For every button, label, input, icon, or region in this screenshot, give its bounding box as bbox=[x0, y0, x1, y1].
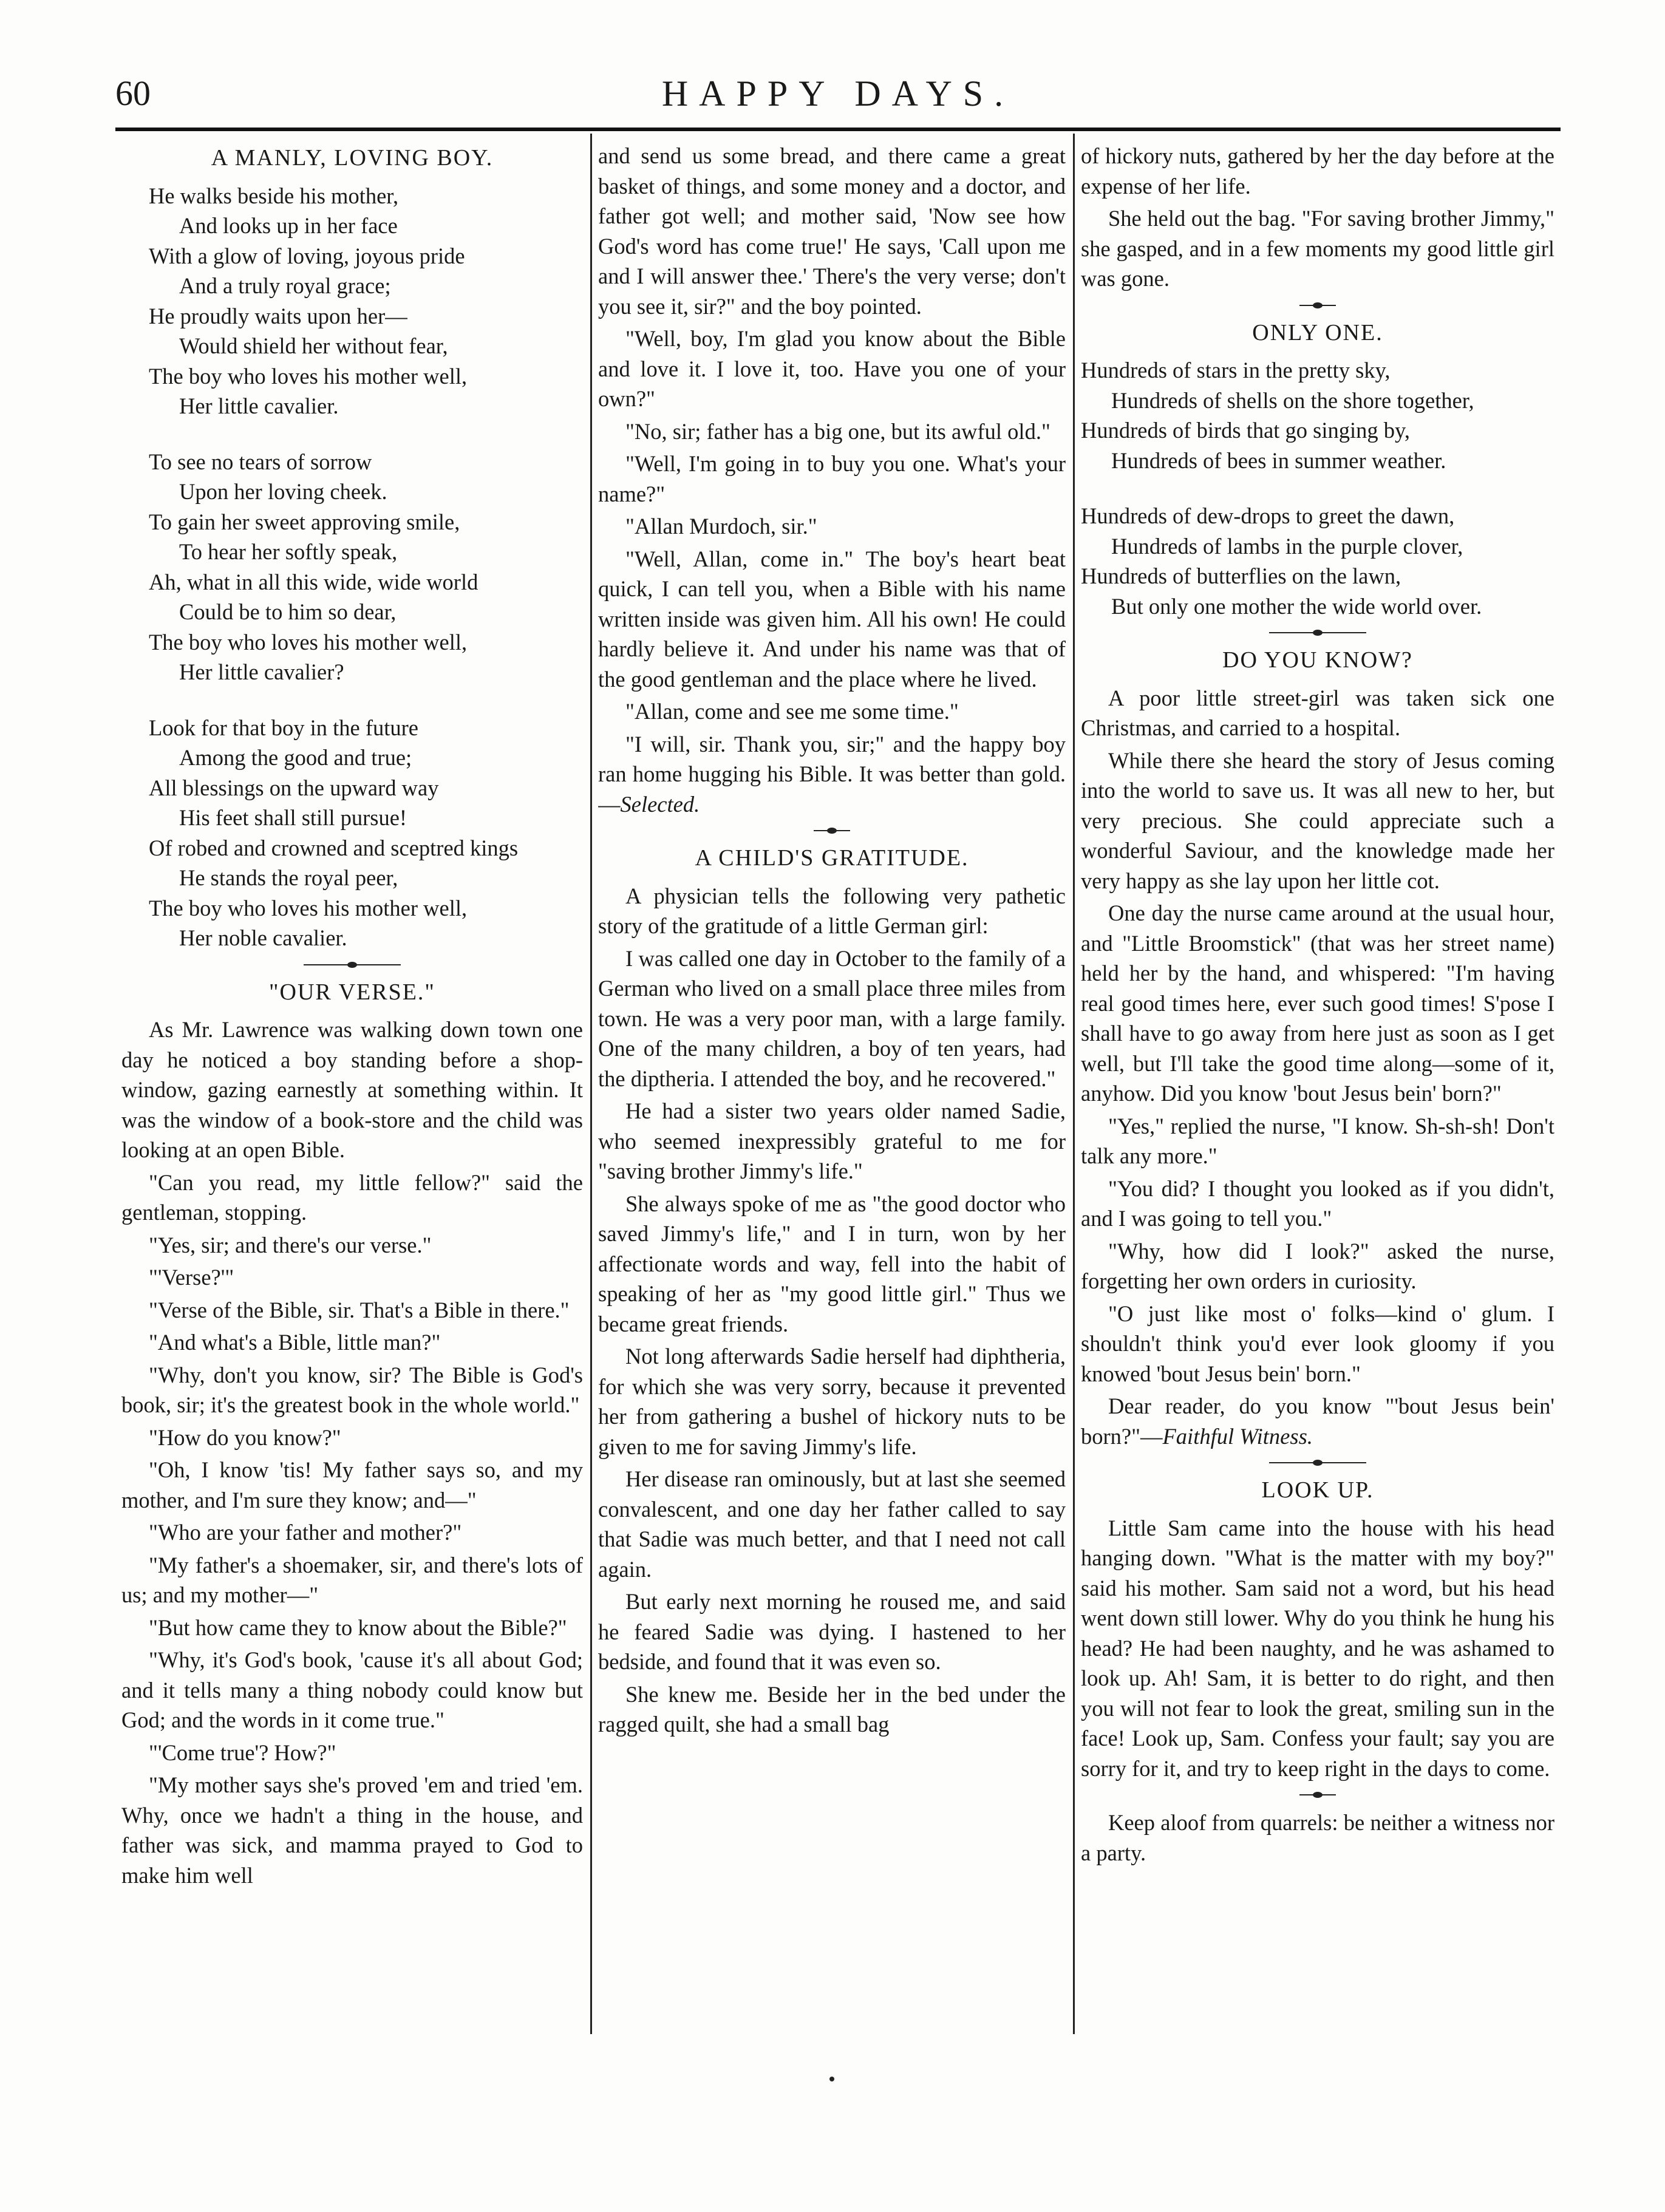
section-separator bbox=[304, 964, 401, 965]
poem-line: Hundreds of shells on the shore together, bbox=[1111, 387, 1474, 413]
poem-line: He proudly waits upon her— bbox=[149, 303, 407, 328]
paragraph: "My mother says she's proved 'em and tried 'em. Why, once we hadn't a thing in the house, and father was sick, and mamma prayed to God to make him well bbox=[121, 1772, 583, 1888]
poem-line: His feet shall still pursue! bbox=[179, 805, 407, 830]
poem-line: Hundreds of lambs in the purple clover, bbox=[1111, 533, 1463, 559]
section-separator bbox=[1269, 632, 1366, 633]
section-separator bbox=[814, 830, 850, 831]
poem-line: Look for that boy in the future bbox=[149, 715, 418, 740]
paragraph: "My father's a shoemaker, sir, and there's lots of us; and my mother—" bbox=[121, 1552, 583, 1607]
section-separator bbox=[1299, 1794, 1336, 1795]
paragraph: "You did? I thought you looked as if you didn't, and I was going to tell you." bbox=[1081, 1176, 1554, 1231]
column-3 bbox=[1081, 141, 1554, 2023]
poem-line: He walks beside his mother, bbox=[149, 183, 399, 208]
paragraph: "Why, how did I look?" asked the nurse, forgetting her own orders in curiosity. bbox=[1081, 1238, 1554, 1293]
paragraph: "Why, it's God's book, 'cause it's all about God; and it tells many a thing nobody could know but God; and the words in it come true." bbox=[121, 1647, 583, 1732]
poem-line: Hundreds of bees in summer weather. bbox=[1111, 448, 1446, 473]
footer-mark bbox=[829, 2077, 834, 2081]
paragraph: "Why, don't you know, sir? The Bible is God's book, sir; it's the greatest book in the whole world." bbox=[121, 1362, 583, 1417]
poem-line: The boy who loves his mother well, bbox=[149, 363, 468, 389]
poem-line: Hundreds of stars in the pretty sky, bbox=[1081, 358, 1391, 383]
paragraph: "Allan, come and see me some time." bbox=[625, 699, 959, 724]
paragraph: Not long afterwards Sadie herself had diphtheria, for which she was very sorry, because it prevented her from gathering a bushel of hickory nuts to be given to me for saving Jimmy's life. bbox=[598, 1344, 1066, 1459]
paragraph: While there she heard the story of Jesus coming into the world to save us. It was all new to her, but very precious. She could appreciate such a wonderful Saviour, and the knowledge made her very happy as she lay upon her little cot. bbox=[1081, 747, 1554, 893]
paragraph: "How do you know?" bbox=[149, 1424, 341, 1450]
paragraph: "Well, boy, I'm glad you know about the Bible and love it. I love it, too. Have you one of your own?" bbox=[598, 326, 1066, 411]
paragraph: "But how came they to know about the Bible?" bbox=[149, 1615, 567, 1640]
header-rule bbox=[115, 128, 1561, 131]
paragraph-text: Dear reader, do you know "'bout Jesus bein' born?"— bbox=[1081, 1394, 1554, 1449]
story-title: "OUR VERSE." bbox=[269, 979, 435, 1005]
column-2 bbox=[598, 141, 1066, 2023]
paragraph: "Yes," replied the nurse, "I know. Sh-sh-sh! Don't talk any more." bbox=[1081, 1113, 1554, 1168]
poem-line: Could be to him so dear, bbox=[179, 599, 397, 624]
poem-line: To see no tears of sorrow bbox=[149, 449, 372, 474]
paragraph: "No, sir; father has a big one, but its awful old." bbox=[625, 418, 1050, 444]
section-separator bbox=[1299, 305, 1336, 306]
poem-line: Her little cavalier. bbox=[179, 393, 339, 418]
poem-line: And a truly royal grace; bbox=[179, 273, 391, 298]
poem-line: He stands the royal peer, bbox=[179, 865, 398, 890]
story-title: LOOK UP. bbox=[1261, 1477, 1374, 1503]
poem-stanza bbox=[121, 447, 583, 687]
paragraph: "'Verse?'" bbox=[149, 1265, 234, 1290]
poem-stanza bbox=[121, 181, 583, 421]
paragraph: Little Sam came into the house with his head hanging down. "What is the matter with my boy?" said his mother. Sam said not a word, but his head went down still lower. Why do you think he hung his head? He had been naughty, and he was ashamed to look up. Ah! Sam, it is better to do right, and then you will not fear to look the great, smiling sun in the face! Look up, Sam. Confess your fault; say you are sorry for it, and try to keep right in the days to come. bbox=[1081, 1515, 1554, 1781]
poem-line: Would shield her without fear, bbox=[179, 333, 448, 358]
paragraph: "Well, Allan, come in." The boy's heart beat quick, I can tell you, when a Bible with his name written inside was given him. All his own! He could hardly believe it. And under his name was that of the good gentleman and the place where he lived. bbox=[598, 546, 1066, 692]
paragraph bbox=[1081, 1391, 1554, 1451]
paragraph: "Verse of the Bible, sir. That's a Bible in there." bbox=[149, 1297, 570, 1322]
poem-title: ONLY ONE. bbox=[1252, 319, 1383, 345]
poem-line: Of robed and crowned and sceptred kings bbox=[149, 835, 519, 860]
closing-maxim: Keep aloof from quarrels: be neither a witness nor a party. bbox=[1081, 1810, 1554, 1865]
paragraph: "Can you read, my little fellow?" said the gentleman, stopping. bbox=[121, 1169, 583, 1225]
paragraph: of hickory nuts, gathered by her the day before at the expense of her life. bbox=[1081, 143, 1554, 199]
paragraph: "O just like most o' folks—kind o' glum. I shouldn't think you'd ever look gloomy if you knowed 'bout Jesus bein' born." bbox=[1081, 1301, 1554, 1386]
poem-line: Among the good and true; bbox=[179, 745, 412, 770]
poem-line: To gain her sweet approving smile, bbox=[149, 509, 460, 534]
paragraph: and send us some bread, and there came a great basket of things, and some money and a doctor, and father got well; and mother said, 'Now see how God's word has come true!' He says, 'Call upon me and I will answer thee.' There's the very verse; don't you see it, sir?" and the boy pointed. bbox=[598, 143, 1066, 319]
poem-line: Ah, what in all this wide, wide world bbox=[149, 569, 478, 594]
poem-line: Hundreds of birds that go singing by, bbox=[1081, 418, 1411, 443]
poem-line: Her noble cavalier. bbox=[179, 925, 347, 950]
paragraph: She knew me. Beside her in the bed under the ragged quilt, she had a small bag bbox=[598, 1681, 1066, 1737]
masthead: HAPPY DAYS. bbox=[661, 73, 1015, 114]
poem-title: A MANLY, LOVING BOY. bbox=[211, 145, 494, 171]
paragraph bbox=[598, 729, 1066, 820]
paragraph: She always spoke of me as "the good doctor who saved Jimmy's life," and I in turn, won by her affectionate words and way, fell into the habit of speaking of her as "my good little girl." Thus we became great friends. bbox=[598, 1191, 1066, 1336]
paragraph: But early next morning he roused me, and said he feared Sadie was dying. I hastened to her bedside, and found that it was even so. bbox=[598, 1589, 1066, 1674]
paragraph: "Who are your father and mother?" bbox=[149, 1520, 462, 1545]
source-credit: Selected. bbox=[620, 791, 700, 817]
paragraph: "Allan Murdoch, sir." bbox=[625, 514, 817, 539]
poem-line: The boy who loves his mother well, bbox=[149, 629, 468, 655]
poem-stanza bbox=[1081, 355, 1554, 475]
poem-line: Hundreds of dew-drops to greet the dawn, bbox=[1081, 503, 1455, 528]
paragraph: As Mr. Lawrence was walking down town one day he noticed a boy standing before a shop-window, gazing earnestly at something within. It was the window of a book-store and the child was looking at an open Bible. bbox=[121, 1017, 583, 1162]
paragraph: "Oh, I know 'tis! My father says so, and my mother, and I'm sure they know; and—" bbox=[121, 1457, 583, 1513]
column-divider bbox=[590, 134, 592, 2034]
paragraph: He had a sister two years older named Sadie, who seemed inexpressibly grateful to me for "saving brother Jimmy's life." bbox=[598, 1098, 1066, 1183]
paragraph: Her disease ran ominously, but at last she seemed convalescent, and one day her father called to say that Sadie was much better, and that I need not call again. bbox=[598, 1466, 1066, 1582]
story-title: DO YOU KNOW? bbox=[1222, 647, 1413, 673]
paragraph: A poor little street-girl was taken sick one Christmas, and carried to a hospital. bbox=[1081, 685, 1554, 740]
paragraph: "Yes, sir; and there's our verse." bbox=[149, 1232, 432, 1257]
paragraph: "And what's a Bible, little man?" bbox=[149, 1330, 441, 1355]
poem-line: But only one mother the wide world over. bbox=[1111, 593, 1482, 619]
paragraph: I was called one day in October to the family of a German who lived on a small place three miles from town. He was a very poor man, with a large family. One of the many children, a boy of ten years, had the diptheria. I attended the boy, and he recovered." bbox=[598, 945, 1066, 1091]
paragraph: A physician tells the following very pathetic story of the gratitude of a little German girl: bbox=[598, 883, 1066, 938]
page-number: 60 bbox=[115, 73, 151, 113]
story-title: A CHILD'S GRATITUDE. bbox=[695, 845, 969, 871]
poem-line: Her little cavalier? bbox=[179, 659, 344, 684]
poem-line: With a glow of loving, joyous pride bbox=[149, 243, 465, 268]
section-separator bbox=[1269, 1462, 1366, 1463]
poem-line: To hear her softly speak, bbox=[179, 539, 398, 564]
poem-line: All blessings on the upward way bbox=[149, 775, 439, 800]
paragraph: She held out the bag. "For saving brother Jimmy," she gasped, and in a few moments my good little girl was gone. bbox=[1081, 206, 1554, 291]
poem-line: Upon her loving cheek. bbox=[179, 479, 387, 504]
poem-line: Hundreds of butterflies on the lawn, bbox=[1081, 563, 1401, 588]
paragraph: One day the nurse came around at the usual hour, and "Little Broomstick" (that was her street name) held her by the hand, and whispered: "I'm having real good times here, ever such good times! S'pose I shall have to go away from here just as soon as I get well, but I'll take the good time along—some of it, anyhow. Did you know 'bout Jesus bein' born?" bbox=[1081, 900, 1554, 1106]
paragraph: "Well, I'm going in to buy you one. What's your name?" bbox=[598, 451, 1066, 506]
column-1 bbox=[121, 141, 583, 2023]
column-divider bbox=[1073, 134, 1075, 2034]
source-credit: Faithful Witness. bbox=[1162, 1423, 1313, 1449]
page-header bbox=[115, 73, 1561, 128]
paragraph-text: "I will, sir. Thank you, sir;" and the happy boy ran home hugging his Bible. It was better than gold.— bbox=[598, 731, 1066, 817]
poem-stanza bbox=[1081, 501, 1554, 621]
poem-line: The boy who loves his mother well, bbox=[149, 895, 468, 921]
poem-line: And looks up in her face bbox=[179, 213, 398, 238]
poem-stanza bbox=[121, 713, 583, 953]
paragraph: "'Come true'? How?" bbox=[149, 1740, 336, 1765]
